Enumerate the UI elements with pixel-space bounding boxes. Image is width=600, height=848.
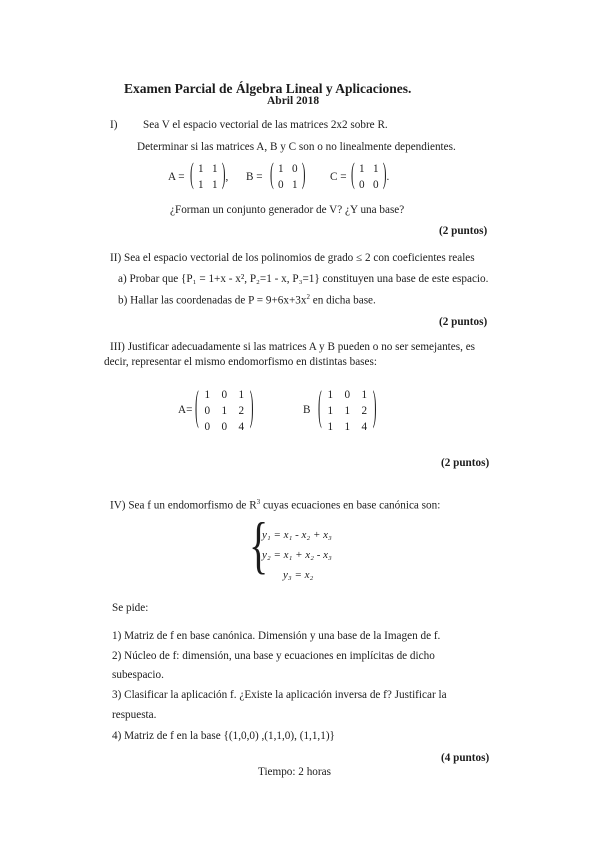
q3-matrix-a-label: A= — [178, 404, 193, 416]
matrix-cell: 0 — [204, 405, 211, 417]
matrix-cell: 2 — [361, 405, 368, 417]
q4-item-1: 1) Matriz de f en base canónica. Dimensión y una base de la Imagen de f. — [112, 630, 441, 642]
q3-matrix-b-label: B — [303, 404, 311, 416]
matrix-cell: 1 — [358, 163, 365, 175]
q4-points: (4 puntos) — [441, 752, 490, 764]
matrix-cell: 0 — [372, 179, 379, 191]
matrix-cell: 0 — [221, 389, 228, 401]
matrix-cell: 1 — [211, 179, 218, 191]
matrix-cell: 0 — [344, 389, 351, 401]
q3-matrix-a: ( 1 0 1 0 1 2 0 0 4 ) — [195, 385, 254, 433]
q1-matrix-a-label: A = — [168, 171, 185, 183]
q1-matrix-b-label: B = — [246, 171, 263, 183]
q4-item-3a: 3) Clasificar la aplicación f. ¿Existe la aplicación inversa de f? Justificar la — [112, 689, 447, 701]
q4-intro-tail: cuyas ecuaciones en base canónica son: — [260, 499, 441, 512]
q4-equation-3: y₃ = x₂ — [283, 569, 314, 581]
matrix-cell: 0 — [221, 421, 228, 433]
matrix-cell: 0 — [277, 179, 284, 191]
matrix-cell: 2 — [238, 405, 245, 417]
q4-equation-2: y₂ = x₁ + x₂ - x₃ — [262, 549, 332, 561]
exam-date: Abril 2018 — [267, 95, 320, 107]
q4-intro — [110, 498, 440, 512]
q3-line2: decir, representar el mismo endomorfismo en distintas bases: — [104, 356, 377, 368]
q2-part-b — [118, 293, 376, 307]
matrix-cell: 1 — [344, 405, 351, 417]
matrix-cell: 1 — [204, 389, 211, 401]
matrix-cell: 1 — [277, 163, 284, 175]
q1-number: I) — [110, 119, 118, 131]
exam-duration: Tiempo: 2 horas — [258, 766, 331, 778]
matrix-cell: 1 — [197, 179, 204, 191]
q4-intro-exponent: 3 — [256, 498, 261, 506]
matrix-cell: 4 — [238, 421, 245, 433]
q1-matrix-c: ( 1 1 0 0 ) . — [351, 159, 390, 192]
matrix-cell: 1 — [344, 421, 351, 433]
q4-system-brace: { — [249, 508, 269, 581]
q1-question: ¿Forman un conjunto generador de V? ¿Y una base? — [170, 204, 405, 216]
matrix-cell: 1 — [327, 421, 334, 433]
exam-title: Examen Parcial de Álgebra Lineal y Aplicaciones. — [124, 81, 412, 96]
matrix-cell: 1 — [327, 405, 334, 417]
q1-statement: Sea V el espacio vectorial de las matrices 2x2 sobre R. — [143, 119, 388, 131]
q4-se-pide: Se pide: — [112, 602, 149, 614]
q4-item-2a: 2) Núcleo de f: dimensión, una base y ecuaciones en implícitas de dicho — [112, 650, 435, 662]
matrix-cell: 0 — [291, 163, 298, 175]
q3-matrix-b: ( 1 0 1 1 1 2 1 1 4 ) — [318, 385, 377, 433]
q2-part-b-tail: en dicha base. — [309, 294, 376, 307]
matrix-cell: 1 — [221, 405, 228, 417]
matrix-cell: 1 — [327, 389, 334, 401]
q2-part-a: a) Probar que {P₁ = 1+x - x², P₂=1 - x, P₃=1} constituyen una base de este espacio. — [118, 273, 489, 285]
matrix-cell: 1 — [361, 389, 368, 401]
q2-part-b-text: b) Hallar las coordenadas de P = 9+6x+3x — [118, 294, 307, 307]
q3-points: (2 puntos) — [441, 457, 490, 469]
q1-points: (2 puntos) — [439, 225, 488, 237]
q4-intro-text: IV) Sea f un endomorfismo de R — [110, 499, 257, 512]
q2-points: (2 puntos) — [439, 316, 488, 328]
matrix-cell: 0 — [358, 179, 365, 191]
q4-item-4: 4) Matriz de f en la base {(1,0,0) ,(1,1,0), (1,1,1)} — [112, 730, 335, 742]
q1-task: Determinar si las matrices A, B y C son o no linealmente dependientes. — [137, 141, 456, 153]
q3-line1: III) Justificar adecuadamente si las matrices A y B pueden o no ser semejantes, es — [110, 341, 476, 353]
matrix-cell: 0 — [204, 421, 211, 433]
q4-equation-1: y₁ = x₁ - x₂ + x₃ — [262, 529, 332, 541]
q4-item-3b: respuesta. — [112, 709, 157, 721]
matrix-cell: 1 — [291, 179, 298, 191]
matrix-cell: 1 — [211, 163, 218, 175]
matrix-cell: 1 — [372, 163, 379, 175]
q1-matrix-a: ( 1 1 1 1 ) , — [190, 159, 229, 192]
q2-intro: II) Sea el espacio vectorial de los polinomios de grado ≤ 2 con coeficientes reales — [110, 252, 475, 264]
q4-item-2b: subespacio. — [112, 669, 164, 681]
q2-part-b-exponent: 2 — [306, 293, 310, 301]
matrix-cell: 4 — [361, 421, 368, 433]
q1-matrix-c-label: C = — [330, 171, 347, 183]
matrix-cell: 1 — [238, 389, 245, 401]
q1-matrix-b: ( 1 0 0 1 ) — [270, 159, 306, 192]
matrix-cell: 1 — [197, 163, 204, 175]
